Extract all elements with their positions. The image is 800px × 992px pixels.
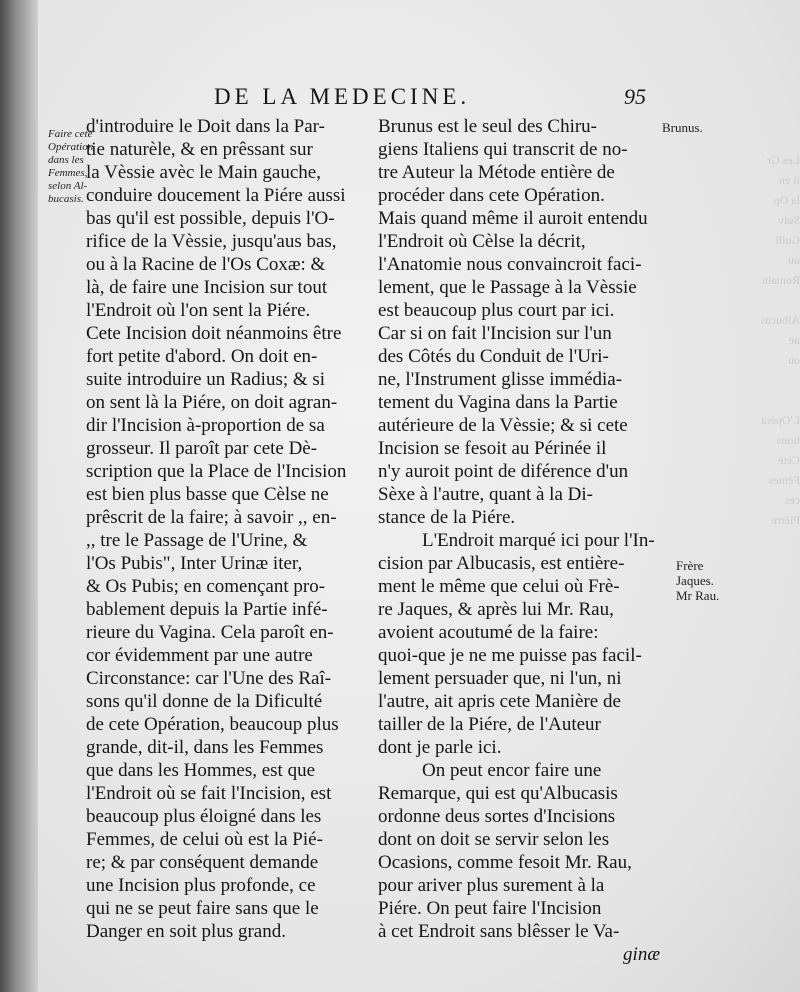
show-through-ink: Les Gr il en la Op Suiv Guill ou Romain Albucas ne ou L'Opéra tions Cete Fèmes ces Pièrre [760, 153, 800, 527]
text-line: Brunus est le seul des Chiru- [378, 116, 598, 137]
text-line: Circonstance: car l'Une des Raî- [86, 668, 332, 689]
text-line: la Vèssie avèc le Main gauche, [86, 162, 321, 183]
text-line: conduire doucement la Piére aussi [86, 185, 346, 206]
text-line: rieure du Vagina. Cela paroît en- [86, 622, 334, 643]
text-line: avoient acoutumé de la faire: [378, 622, 599, 643]
text-line: Car si on fait l'Incision sur l'un [378, 323, 612, 344]
text-line: une Incision plus profonde, ce [86, 875, 316, 896]
text-line: fort petite d'abord. On doit en- [86, 346, 318, 367]
text-line: autérieure de la Vèssie; & si cete [378, 415, 628, 436]
note-line: Mr Rau. [676, 588, 720, 603]
text-line: dont je parle ici. [378, 737, 502, 758]
text-line: lement, que le Passage à la Vèssie [378, 277, 637, 298]
text-line: cor évidemment par une autre [86, 645, 313, 666]
text-line: Remarque, qui est qu'Albucasis [378, 783, 618, 804]
note-line: selon Al- [48, 180, 88, 192]
text-line: de cete Opération, beaucoup plus [86, 714, 339, 735]
right-margin-note-frere-jaques [676, 558, 719, 603]
text-line: lement persuader que, ni l'un, ni [378, 668, 622, 689]
note-line: Brunus. [662, 120, 703, 135]
text-line: & Os Pubis; en començant pro- [86, 576, 326, 597]
text-line: Danger en soit plus grand. [86, 921, 286, 942]
text-line: l'Anatomie nous convaincroit faci- [378, 254, 642, 275]
text-line: tailler de la Piére, de l'Auteur [378, 714, 601, 735]
text-line: cision par Albucasis, est entière- [378, 553, 625, 574]
text-line: beaucoup plus éloigné dans les [86, 806, 322, 827]
text-line: tre Auteur la Métode entière de [378, 162, 615, 183]
text-line: tie naturèle, & en prêssant sur [86, 139, 313, 160]
text-line: bas qu'il est possible, depuis l'O- [86, 208, 335, 229]
text-line: tement du Vagina dans la Partie [378, 392, 618, 413]
text-line: rifice de la Vèssie, jusqu'aus bas, [86, 231, 337, 252]
text-line: quoi-que je ne me puisse pas facil- [378, 645, 642, 666]
note-line: dans les [48, 154, 84, 166]
text-line: ,, tre le Passage de l'Urine, & [86, 530, 308, 551]
note-line: bucasis. [48, 193, 84, 205]
text-line: prêscrit de la faire; à savoir ,, en- [86, 507, 337, 528]
text-line: dir l'Incision à-proportion de sa [86, 415, 325, 436]
text-line: ne, l'Instrument glisse immédia- [378, 369, 623, 390]
text-line: scription que la Place de l'Incision [86, 461, 347, 482]
text-line: l'Endroit où l'on sent la Piére. [86, 300, 311, 321]
note-line: Femmes, [48, 167, 88, 179]
text-line: On peut encor faire une [422, 760, 602, 781]
page-number: 95 [624, 84, 646, 109]
text-line: L'Endroit marqué ici pour l'In- [422, 530, 655, 551]
note-line: Frère [676, 558, 704, 573]
text-line: des Côtés du Conduit de l'Uri- [378, 346, 609, 367]
binding-gutter-shadow [0, 0, 38, 992]
text-line: Ocasions, comme fesoit Mr. Rau, [378, 852, 632, 873]
text-line: giens Italiens qui transcrit de no- [378, 139, 628, 160]
text-line: stance de la Piére. [378, 507, 516, 528]
left-text-column [86, 115, 368, 943]
text-line: Incision se fesoit au Périnée il [378, 438, 607, 459]
text-line: l'Endroit où se fait l'Incision, est [86, 783, 332, 804]
note-line: Opération [48, 141, 94, 153]
text-line: ment le même que celui où Frè- [378, 576, 620, 597]
note-line: Faire cete [48, 128, 93, 140]
text-line: est bien plus basse que Cèlse ne [86, 484, 329, 505]
text-line: l'Endroit où Cèlse la décrit, [378, 231, 586, 252]
text-line: re Jaques, & après lui Mr. Rau, [378, 599, 614, 620]
text-line: on sent là la Piére, on doit agran- [86, 392, 338, 413]
text-line: grande, dit-il, dans les Femmes [86, 737, 324, 758]
text-line: là, de faire une Incision sur tout [86, 277, 328, 298]
text-line: qui ne se peut faire sans que le [86, 898, 319, 919]
text-line: est beaucoup plus court par ici. [378, 300, 615, 321]
text-line: Cete Incision doit néanmoins être [86, 323, 342, 344]
right-margin-note-brunus [662, 120, 703, 135]
text-line: dont on doit se servir selon les [378, 829, 610, 850]
text-line: Femmes, de celui où est la Pié- [86, 829, 323, 850]
text-line: l'Os Pubis", Inter Urinæ iter, [86, 553, 303, 574]
text-line: re; & par conséquent demande [86, 852, 319, 873]
right-text-column [378, 115, 660, 966]
text-line: grosseur. Il paroît par cete Dè- [86, 438, 318, 459]
text-line: ordonne deus sortes d'Incisions [378, 806, 616, 827]
text-line: pour ariver plus surement à la [378, 875, 605, 896]
text-line: à cet Endroit sans blêsser le Va- [378, 921, 620, 942]
text-line: Mais quand même il auroit entendu [378, 208, 648, 229]
text-line: l'autre, ait apris cete Manière de [378, 691, 621, 712]
text-line: n'y auroit point de diférence d'un [378, 461, 629, 482]
note-line: Jaques. [676, 573, 714, 588]
text-line: bablement depuis la Partie infé- [86, 599, 328, 620]
text-line: que dans les Hommes, est que [86, 760, 316, 781]
text-line: suite introduire un Radius; & si [86, 369, 326, 390]
text-line: procéder dans cete Opération. [378, 185, 605, 206]
text-line: ou à la Racine de l'Os Coxæ: & [86, 254, 326, 275]
catchword: ginæ [623, 944, 660, 965]
running-title: DE LA MEDECINE. [214, 84, 471, 109]
text-line: Sèxe à l'autre, quant à la Di- [378, 484, 593, 505]
text-line: d'introduire le Doit dans la Par- [86, 116, 325, 137]
text-line: sons qu'il donne de la Dificulté [86, 691, 323, 712]
text-line: Piére. On peut faire l'Incision [378, 898, 602, 919]
